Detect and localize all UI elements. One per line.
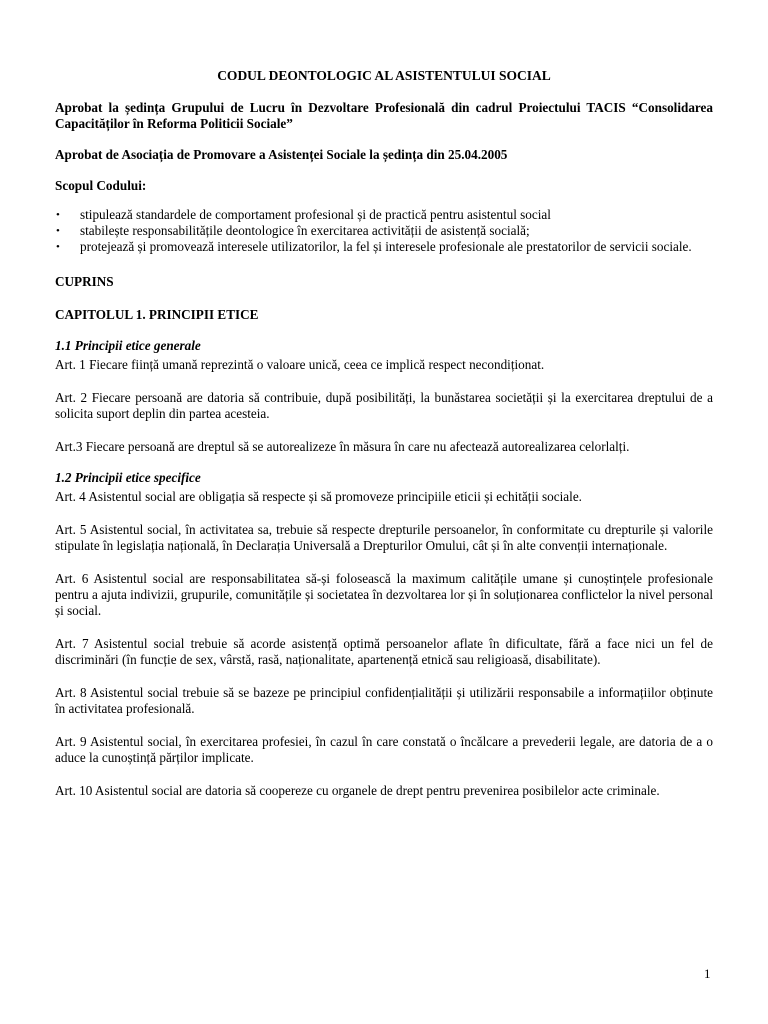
- article-2: Art. 2 Fiecare persoană are datoria să contribuie, după posibilități, la bunăstarea societății și la exercitarea dreptului de a solicita suport deplin din partea acesteia.: [55, 390, 713, 421]
- bullet-icon: •: [56, 225, 60, 237]
- article-7: Art. 7 Asistentul social trebuie să acorde asistență optimă persoanelor aflate în dificultate, fără a face nici un fel de discriminări (în funcție de sex, vârstă, rasă, naționalitate, apartenență etnică sau religioasă, disabilitate).: [55, 636, 713, 667]
- chapter-heading: CAPITOLUL 1. PRINCIPII ETICE: [55, 307, 259, 322]
- document-page: [55, 58, 713, 799]
- article-5: Art. 5 Asistentul social, în activitatea sa, trebuie să respecte drepturile persoanelor, în conformitate cu drepturile și valorile stipulate în legislația națională, în Declarația Universală a Drepturilor Omului, cât și în alte convenții internaționale.: [55, 522, 713, 553]
- article-1: Art. 1 Fiecare ființă umană reprezintă o valoare unică, ceea ce implică respect necondiționat.: [55, 357, 545, 372]
- approval-statement-tacis: Aprobat la ședința Grupului de Lucru în Dezvoltare Profesională din cadrul Proiectului TACIS “Consolidarea Capacităților în Reforma Politicii Sociale”: [55, 100, 713, 131]
- article-10: Art. 10 Asistentul social are datoria să coopereze cu organele de drept pentru prevenirea posibilelor acte criminale.: [55, 783, 660, 798]
- page-number: 1: [704, 966, 711, 981]
- document-title: CODUL DEONTOLOGIC AL ASISTENTULUI SOCIAL: [217, 68, 551, 83]
- scope-item-text: protejează și promovează interesele utilizatorilor, la fel și interesele profesionale ale prestatorilor de servicii sociale.: [80, 239, 692, 254]
- scope-item-text: stipulează standardele de comportament profesional și de practică pentru asistentul social: [80, 207, 551, 222]
- list-item: [55, 223, 713, 239]
- scope-item-text: stabilește responsabilitățile deontologice în exercitarea activității de asistență socială;: [80, 223, 530, 238]
- scope-heading: Scopul Codului:: [55, 178, 147, 193]
- bullet-icon: •: [56, 209, 60, 221]
- contents-heading: CUPRINS: [55, 274, 114, 289]
- list-item: [55, 239, 713, 255]
- section-heading-general-principles: 1.1 Principii etice generale: [55, 338, 201, 353]
- article-3: Art.3 Fiecare persoană are dreptul să se autorealizeze în măsura în care nu afectează autorealizarea celorlalți.: [55, 439, 630, 454]
- bullet-icon: •: [56, 241, 60, 253]
- article-6: Art. 6 Asistentul social are responsabilitatea să-și folosească la maximum calitățile umane și cunoștințele profesionale pentru a ajuta indivizii, grupurile, comunitățile și societatea în dezvoltarea lor și în soluționarea conflictelor la nivel personal și social.: [55, 571, 713, 618]
- section-heading-specific-principles: 1.2 Principii etice specifice: [55, 470, 201, 485]
- article-8: Art. 8 Asistentul social trebuie să se bazeze pe principiul confidențialității și utilizării responsabile a informațiilor obținute în activitatea profesională.: [55, 685, 713, 716]
- scope-list: [55, 207, 713, 255]
- article-9: Art. 9 Asistentul social, în exercitarea profesiei, în cazul în care constată o încălcare a prevederii legale, are datoria de a o aduce la cunoștință părților implicate.: [55, 734, 713, 765]
- approval-statement-association: Aprobat de Asociația de Promovare a Asistenței Sociale la ședința din 25.04.2005: [55, 147, 508, 162]
- article-4: Art. 4 Asistentul social are obligația să respecte și să promoveze principiile eticii și echității sociale.: [55, 489, 582, 504]
- list-item: [55, 207, 713, 223]
